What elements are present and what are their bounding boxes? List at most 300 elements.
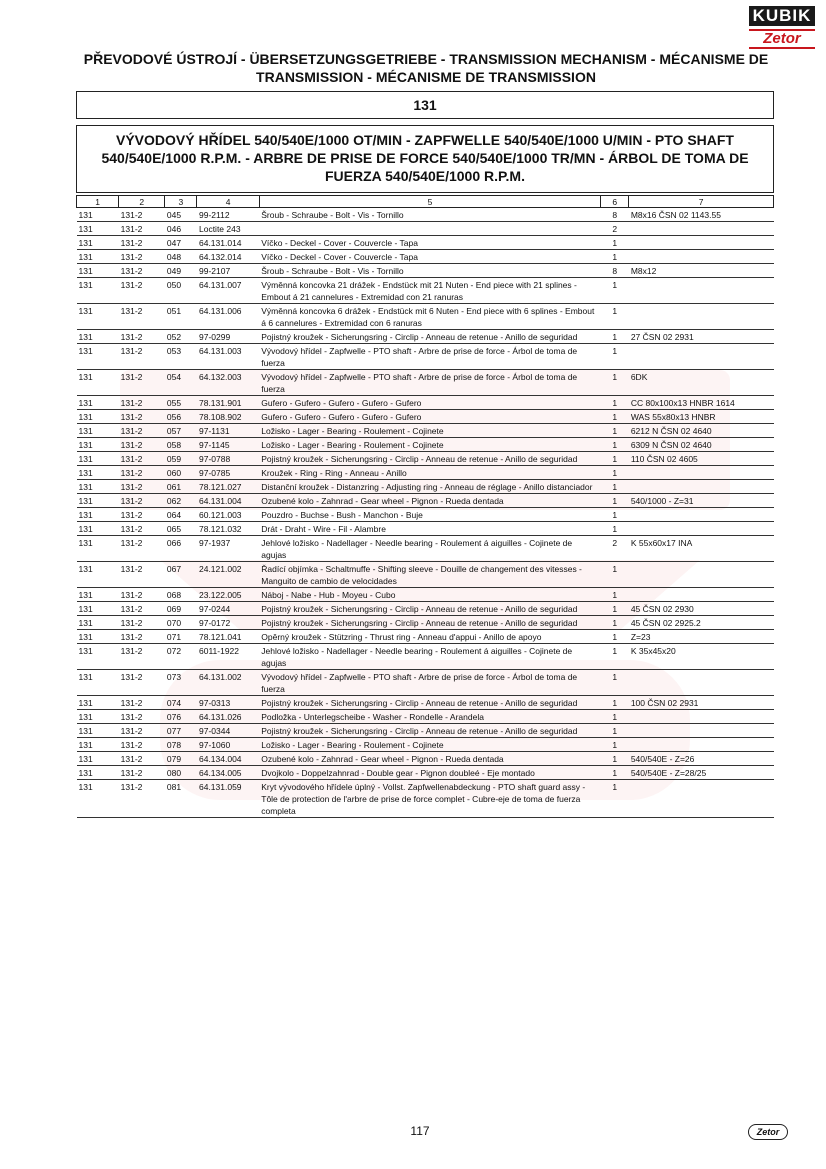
cell-c1: 131 [77,536,119,562]
header-line-1: PŘEVODOVÉ ÚSTROJÍ - ÜBERSETZUNGSGETRIEBE - TRANSMISSION MECHANISM - MÉCANISME DE [83,51,769,67]
cell-c1: 131 [77,616,119,630]
table-row [77,724,774,738]
cell-c2: 131-2 [119,250,165,264]
cell-c7: 540/1000 - Z=31 [629,494,774,508]
cell-c5 [259,222,600,236]
table-row [77,630,774,644]
cell-c4: 97-1131 [197,424,259,438]
cell-c1: 131 [77,588,119,602]
cell-c3: 065 [165,522,197,536]
cell-c7: 45 ČSN 02 2925.2 [629,616,774,630]
cell-c3: 068 [165,588,197,602]
cell-c4: 64.134.005 [197,766,259,780]
table-row [77,438,774,452]
cell-c6: 1 [601,616,629,630]
cell-c3: 076 [165,710,197,724]
table-row [77,264,774,278]
cell-c2: 131-2 [119,208,165,222]
col-header-7: 7 [629,196,774,208]
cell-c4: 97-0344 [197,724,259,738]
cell-c2: 131-2 [119,278,165,304]
cell-c5: Šroub - Schraube - Bolt - Vis - Tornillo [259,264,600,278]
cell-c7 [629,710,774,724]
cell-c7 [629,278,774,304]
cell-c7: WAS 55x80x13 HNBR [629,410,774,424]
cell-c5: Pojistný kroužek - Sicherungsring - Circlip - Anneau de retenue - Anillo de seguridad [259,330,600,344]
cell-c4: 78.121.041 [197,630,259,644]
cell-c1: 131 [77,724,119,738]
cell-c5: Pouzdro - Buchse - Bush - Manchon - Buje [259,508,600,522]
cell-c7 [629,738,774,752]
cell-c6: 1 [601,452,629,466]
cell-c4: 64.132.014 [197,250,259,264]
cell-c6: 1 [601,696,629,710]
cell-c6: 1 [601,588,629,602]
cell-c2: 131-2 [119,222,165,236]
cell-c3: 064 [165,508,197,522]
cell-c7: 6309 N ČSN 02 4640 [629,438,774,452]
cell-c5: Gufero - Gufero - Gufero - Gufero - Gufero [259,410,600,424]
cell-c7 [629,250,774,264]
cell-c4: 64.131.014 [197,236,259,250]
cell-c3: 070 [165,616,197,630]
table-row [77,208,774,222]
cell-c1: 131 [77,264,119,278]
cell-c2: 131-2 [119,602,165,616]
cell-c7 [629,304,774,330]
cell-c5: Pojistný kroužek - Sicherungsring - Circlip - Anneau de retenue - Anillo de seguridad [259,724,600,738]
cell-c6: 1 [601,438,629,452]
cell-c1: 131 [77,424,119,438]
cell-c4: 64.131.026 [197,710,259,724]
table-body [77,208,774,818]
cell-c5: Distanční kroužek - Distanzring - Adjusting ring - Anneau de réglage - Anillo distanciador [259,480,600,494]
cell-c2: 131-2 [119,344,165,370]
table-row [77,480,774,494]
table-row [77,278,774,304]
cell-c7 [629,344,774,370]
table-row [77,616,774,630]
table-row [77,696,774,710]
cell-c4: 97-1937 [197,536,259,562]
cell-c7: 6DK [629,370,774,396]
cell-c1: 131 [77,508,119,522]
cell-c5: Ložisko - Lager - Bearing - Roulement - Cojinete [259,738,600,752]
cell-c1: 131 [77,562,119,588]
cell-c1: 131 [77,696,119,710]
cell-c6: 1 [601,670,629,696]
cell-c4: 64.134.004 [197,752,259,766]
cell-c6: 1 [601,344,629,370]
cell-c2: 131-2 [119,452,165,466]
cell-c2: 131-2 [119,424,165,438]
cell-c1: 131 [77,330,119,344]
cell-c5: Náboj - Nabe - Hub - Moyeu - Cubo [259,588,600,602]
table-row [77,396,774,410]
cell-c3: 071 [165,630,197,644]
cell-c6: 1 [601,710,629,724]
cell-c2: 131-2 [119,630,165,644]
cell-c7: 100 ČSN 02 2931 [629,696,774,710]
cell-c6: 1 [601,278,629,304]
cell-c5: Vývodový hřídel - Zapfwelle - PTO shaft - Arbre de prise de force - Árbol de toma de fuerza [259,670,600,696]
cell-c2: 131-2 [119,780,165,818]
cell-c1: 131 [77,630,119,644]
cell-c7: 6212 N ČSN 02 4640 [629,424,774,438]
cell-c1: 131 [77,644,119,670]
cell-c3: 057 [165,424,197,438]
cell-c1: 131 [77,752,119,766]
cell-c6: 1 [601,508,629,522]
cell-c4: 64.131.004 [197,494,259,508]
table-row [77,670,774,696]
cell-c7: 110 ČSN 02 4605 [629,452,774,466]
table-row [77,304,774,330]
col-header-6: 6 [601,196,629,208]
cell-c1: 131 [77,766,119,780]
cell-c7 [629,480,774,494]
cell-c7: 27 ČSN 02 2931 [629,330,774,344]
cell-c6: 1 [601,494,629,508]
cell-c2: 131-2 [119,264,165,278]
cell-c2: 131-2 [119,438,165,452]
cell-c6: 1 [601,250,629,264]
cell-c3: 077 [165,724,197,738]
cell-c2: 131-2 [119,236,165,250]
cell-c2: 131-2 [119,562,165,588]
cell-c3: 058 [165,438,197,452]
cell-c6: 1 [601,602,629,616]
cell-c5: Pojistný kroužek - Sicherungsring - Circlip - Anneau de retenue - Anillo de seguridad [259,452,600,466]
cell-c7: 540/540E - Z=26 [629,752,774,766]
cell-c4: 99-2107 [197,264,259,278]
cell-c1: 131 [77,670,119,696]
cell-c3: 050 [165,278,197,304]
cell-c3: 066 [165,536,197,562]
cell-c2: 131-2 [119,522,165,536]
cell-c4: 64.131.002 [197,670,259,696]
cell-c6: 8 [601,208,629,222]
table-row [77,644,774,670]
cell-c7 [629,508,774,522]
cell-c1: 131 [77,522,119,536]
table-row [77,424,774,438]
col-header-3: 3 [165,196,197,208]
logo-zetor-text: Zetor [749,29,815,49]
table-row [77,602,774,616]
cell-c7: CC 80x100x13 HNBR 1614 [629,396,774,410]
cell-c5: Gufero - Gufero - Gufero - Gufero - Gufero [259,396,600,410]
table-row [77,370,774,396]
cell-c3: 079 [165,752,197,766]
logo-kubik-text: KUBIK [749,6,815,26]
cell-c3: 080 [165,766,197,780]
cell-c6: 1 [601,410,629,424]
cell-c4: 97-0172 [197,616,259,630]
cell-c6: 1 [601,766,629,780]
cell-c5: Ložisko - Lager - Bearing - Roulement - Cojinete [259,424,600,438]
cell-c7 [629,780,774,818]
table-row [77,330,774,344]
cell-c3: 074 [165,696,197,710]
cell-c7 [629,588,774,602]
cell-c7: 45 ČSN 02 2930 [629,602,774,616]
cell-c4: 97-0785 [197,466,259,480]
cell-c6: 1 [601,780,629,818]
cell-c7: M8x16 ČSN 02 1143.55 [629,208,774,222]
cell-c4: 23.122.005 [197,588,259,602]
cell-c2: 131-2 [119,766,165,780]
group-title-box [76,125,774,193]
cell-c6: 1 [601,630,629,644]
cell-c4: 64.132.003 [197,370,259,396]
cell-c6: 1 [601,752,629,766]
cell-c5: Dvojkolo - Doppelzahnrad - Double gear - Pignon doubleé - Eje montado [259,766,600,780]
cell-c4: 97-1060 [197,738,259,752]
table-row [77,752,774,766]
cell-c4: 64.131.006 [197,304,259,330]
section-number-box: 131 [76,91,774,119]
cell-c2: 131-2 [119,304,165,330]
cell-c6: 1 [601,236,629,250]
cell-c3: 060 [165,466,197,480]
cell-c5: Řadící objímka - Schaltmuffe - Shifting sleeve - Douille de changement des vitesses - Manguito de cambio de velocidades [259,562,600,588]
table-row [77,410,774,424]
cell-c3: 059 [165,452,197,466]
cell-c6: 1 [601,738,629,752]
cell-c4: 60.121.003 [197,508,259,522]
cell-c2: 131-2 [119,466,165,480]
cell-c5: Výměnná koncovka 6 drážek - Endstück mit 6 Nuten - End piece with 6 splines - Embout á 6 cannelures - Extremidad con 6 ranuras [259,304,600,330]
col-header-4: 4 [197,196,259,208]
cell-c1: 131 [77,208,119,222]
cell-c1: 131 [77,410,119,424]
cell-c4: 97-0244 [197,602,259,616]
table-row [77,766,774,780]
group-title-line-3: FUERZA 540/540E/1000 R.P.M. [325,168,525,184]
cell-c2: 131-2 [119,738,165,752]
cell-c4: 97-0313 [197,696,259,710]
cell-c2: 131-2 [119,588,165,602]
cell-c1: 131 [77,278,119,304]
cell-c1: 131 [77,438,119,452]
group-title-line-2: 540/540E/1000 R.P.M. - ARBRE DE PRISE DE FORCE 540/540E/1000 TR/MN - ÁRBOL DE TOMA DE [101,150,749,166]
cell-c1: 131 [77,236,119,250]
cell-c6: 1 [601,304,629,330]
cell-c1: 131 [77,780,119,818]
cell-c4: 78.121.032 [197,522,259,536]
table-row [77,344,774,370]
cell-c1: 131 [77,738,119,752]
cell-c4: 78.131.901 [197,396,259,410]
table-row [77,494,774,508]
cell-c2: 131-2 [119,330,165,344]
cell-c5: Šroub - Schraube - Bolt - Vis - Tornillo [259,208,600,222]
cell-c4: 97-0299 [197,330,259,344]
cell-c1: 131 [77,466,119,480]
cell-c3: 056 [165,410,197,424]
cell-c1: 131 [77,396,119,410]
cell-c5: Pojistný kroužek - Sicherungsring - Circlip - Anneau de retenue - Anillo de seguridad [259,696,600,710]
cell-c5: Ložisko - Lager - Bearing - Roulement - Cojinete [259,438,600,452]
page-number: 117 [410,1124,430,1138]
cell-c4: Loctite 243 [197,222,259,236]
cell-c2: 131-2 [119,494,165,508]
cell-c4: 64.131.003 [197,344,259,370]
cell-c5: Vývodový hřídel - Zapfwelle - PTO shaft - Arbre de prise de force - Árbol de toma de fuerza [259,344,600,370]
cell-c1: 131 [77,494,119,508]
cell-c3: 045 [165,208,197,222]
cell-c5: Ozubené kolo - Zahnrad - Gear wheel - Pignon - Rueda dentada [259,494,600,508]
cell-c7: Z=23 [629,630,774,644]
cell-c3: 073 [165,670,197,696]
cell-c5: Jehlové ložisko - Nadellager - Needle bearing - Roulement á aiguilles - Cojinete de agujas [259,644,600,670]
cell-c1: 131 [77,480,119,494]
cell-c6: 1 [601,724,629,738]
parts-table [76,195,774,818]
cell-c1: 131 [77,602,119,616]
cell-c3: 055 [165,396,197,410]
table-row [77,780,774,818]
cell-c6: 1 [601,480,629,494]
cell-c7 [629,562,774,588]
table-row [77,710,774,724]
cell-c2: 131-2 [119,752,165,766]
cell-c7: 540/540E - Z=28/25 [629,766,774,780]
page-header [76,50,776,86]
cell-c2: 131-2 [119,724,165,738]
cell-c3: 061 [165,480,197,494]
table-row [77,250,774,264]
cell-c4: 24.121.002 [197,562,259,588]
cell-c3: 078 [165,738,197,752]
cell-c5: Jehlové ložisko - Nadellager - Needle bearing - Roulement á aiguilles - Cojinete de agujas [259,536,600,562]
cell-c4: 99-2112 [197,208,259,222]
cell-c2: 131-2 [119,616,165,630]
table-row [77,738,774,752]
cell-c2: 131-2 [119,410,165,424]
cell-c2: 131-2 [119,536,165,562]
cell-c5: Vývodový hřídel - Zapfwelle - PTO shaft - Arbre de prise de force - Árbol de toma de fuerza [259,370,600,396]
table-row [77,562,774,588]
cell-c3: 053 [165,344,197,370]
cell-c7 [629,522,774,536]
table-row [77,452,774,466]
cell-c5: Výměnná koncovka 21 drážek - Endstück mit 21 Nuten - End piece with 21 splines - Embout á 21 cannelures - Extremidad con 21 ranuras [259,278,600,304]
cell-c1: 131 [77,710,119,724]
table-row [77,236,774,250]
cell-c3: 051 [165,304,197,330]
cell-c2: 131-2 [119,644,165,670]
cell-c3: 072 [165,644,197,670]
table-row [77,522,774,536]
table-row [77,588,774,602]
cell-c1: 131 [77,344,119,370]
cell-c1: 131 [77,370,119,396]
table-row [77,536,774,562]
footer-zetor-logo: Zetor [748,1124,788,1140]
cell-c1: 131 [77,452,119,466]
cell-c5: Drát - Draht - Wire - Fil - Alambre [259,522,600,536]
cell-c6: 1 [601,522,629,536]
cell-c7 [629,724,774,738]
table-row [77,508,774,522]
cell-c6: 1 [601,370,629,396]
cell-c2: 131-2 [119,696,165,710]
group-title-line-1: VÝVODOVÝ HŘÍDEL 540/540E/1000 OT/MIN - ZAPFWELLE 540/540E/1000 U/MIN - PTO SHAFT [115,132,734,148]
cell-c3: 054 [165,370,197,396]
cell-c6: 8 [601,264,629,278]
cell-c4: 97-1145 [197,438,259,452]
cell-c4: 64.131.007 [197,278,259,304]
cell-c1: 131 [77,304,119,330]
cell-c2: 131-2 [119,670,165,696]
cell-c5: Pojistný kroužek - Sicherungsring - Circlip - Anneau de retenue - Anillo de seguridad [259,602,600,616]
cell-c3: 069 [165,602,197,616]
col-header-2: 2 [119,196,165,208]
cell-c6: 1 [601,562,629,588]
cell-c2: 131-2 [119,370,165,396]
table-row [77,466,774,480]
cell-c3: 046 [165,222,197,236]
cell-c3: 067 [165,562,197,588]
cell-c3: 062 [165,494,197,508]
cell-c6: 1 [601,466,629,480]
cell-c3: 049 [165,264,197,278]
cell-c7 [629,222,774,236]
cell-c3: 052 [165,330,197,344]
cell-c3: 048 [165,250,197,264]
cell-c6: 1 [601,644,629,670]
cell-c5: Podložka - Unterlegscheibe - Washer - Rondelle - Arandela [259,710,600,724]
cell-c6: 2 [601,536,629,562]
cell-c3: 047 [165,236,197,250]
col-header-1: 1 [77,196,119,208]
table-header-row [77,196,774,208]
cell-c6: 1 [601,330,629,344]
cell-c2: 131-2 [119,480,165,494]
cell-c5: Pojistný kroužek - Sicherungsring - Circlip - Anneau de retenue - Anillo de seguridad [259,616,600,630]
cell-c5: Kryt vývodového hřídele úplný - Vollst. Zapfwellenabdeckung - PTO shaft guard assy - Tôle de protection de l'arbre de prise de force complet - Cubre-eje de toma de fuerza completa [259,780,600,818]
cell-c6: 1 [601,396,629,410]
cell-c1: 131 [77,222,119,236]
cell-c5: Opěrný kroužek - Stützring - Thrust ring - Anneau d'appui - Anillo de apoyo [259,630,600,644]
cell-c6: 2 [601,222,629,236]
cell-c4: 78.121.027 [197,480,259,494]
cell-c6: 1 [601,424,629,438]
cell-c5: Víčko - Deckel - Cover - Couvercle - Tapa [259,250,600,264]
kubik-zetor-logo [749,6,815,56]
cell-c2: 131-2 [119,508,165,522]
header-line-2: TRANSMISSION - MÉCANISME DE TRANSMISSION [256,69,596,85]
cell-c4: 97-0788 [197,452,259,466]
cell-c5: Ozubené kolo - Zahnrad - Gear wheel - Pignon - Rueda dentada [259,752,600,766]
cell-c7 [629,670,774,696]
cell-c2: 131-2 [119,710,165,724]
cell-c7 [629,236,774,250]
col-header-5: 5 [259,196,600,208]
cell-c7: K 55x60x17 INA [629,536,774,562]
cell-c4: 78.108.902 [197,410,259,424]
cell-c7: M8x12 [629,264,774,278]
cell-c7: K 35x45x20 [629,644,774,670]
cell-c3: 081 [165,780,197,818]
cell-c1: 131 [77,250,119,264]
table-row [77,222,774,236]
cell-c5: Víčko - Deckel - Cover - Couvercle - Tapa [259,236,600,250]
cell-c4: 6011-1922 [197,644,259,670]
cell-c2: 131-2 [119,396,165,410]
